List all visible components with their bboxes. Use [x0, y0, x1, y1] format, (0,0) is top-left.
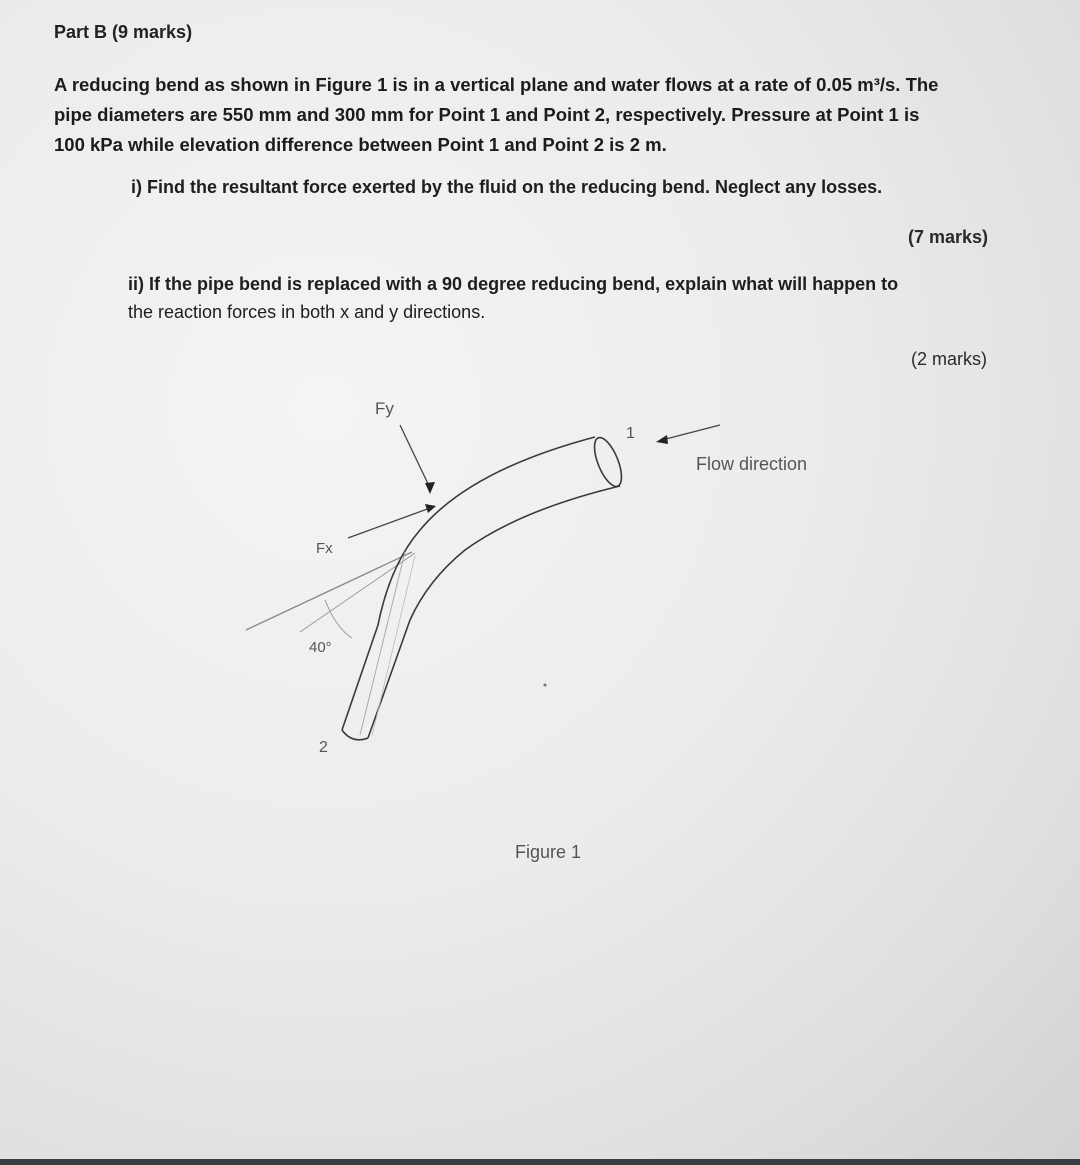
- pipe-inner-wall: [368, 486, 620, 738]
- point-1-label: 1: [626, 425, 635, 442]
- inlet-opening: [589, 434, 627, 490]
- section-heading: Part B (9 marks): [54, 22, 193, 42]
- flow-arrowhead: [656, 435, 668, 444]
- figure-caption: Figure 1: [515, 842, 582, 862]
- outlet-opening: [342, 730, 368, 740]
- angle-label: 40°: [309, 639, 332, 656]
- fx-arrowhead: [425, 504, 436, 513]
- problem-line: A reducing bend as shown in Figure 1 is in a vertical plane and water flows at a rate of 0.05 m³/s. The: [54, 74, 939, 95]
- fx-label: Fx: [316, 540, 333, 557]
- flow-direction-label: Flow direction: [696, 454, 808, 474]
- pipe-centre-line: [360, 552, 405, 735]
- question-2-line: ii) If the pipe bend is replaced with a 90 degree reducing bend, explain what will happen to: [128, 274, 899, 294]
- problem-line: 100 kPa while elevation difference between Point 1 and Point 2 is 2 m.: [54, 134, 667, 155]
- pipe-centre-line: [372, 556, 415, 736]
- stray-dot: [544, 684, 547, 687]
- point-2-label: 2: [319, 739, 328, 756]
- problem-line: pipe diameters are 550 mm and 300 mm for Point 1 and Point 2, respectively. Pressure at Point 1 is: [54, 104, 920, 125]
- question-1-marks: (7 marks): [907, 227, 988, 247]
- pipe-outer-wall: [342, 437, 595, 730]
- question-1-text: i) Find the resultant force exerted by the fluid on the reducing bend. Neglect any losses.: [131, 177, 883, 197]
- fy-label: Fy: [375, 399, 394, 418]
- question-2-marks: (2 marks): [911, 349, 987, 369]
- question-2-line: the reaction forces in both x and y directions.: [128, 302, 486, 322]
- flow-arrow: [662, 425, 720, 440]
- bottom-edge: [0, 1159, 1080, 1165]
- fy-arrowhead: [425, 482, 435, 494]
- fy-arrow: [400, 425, 430, 488]
